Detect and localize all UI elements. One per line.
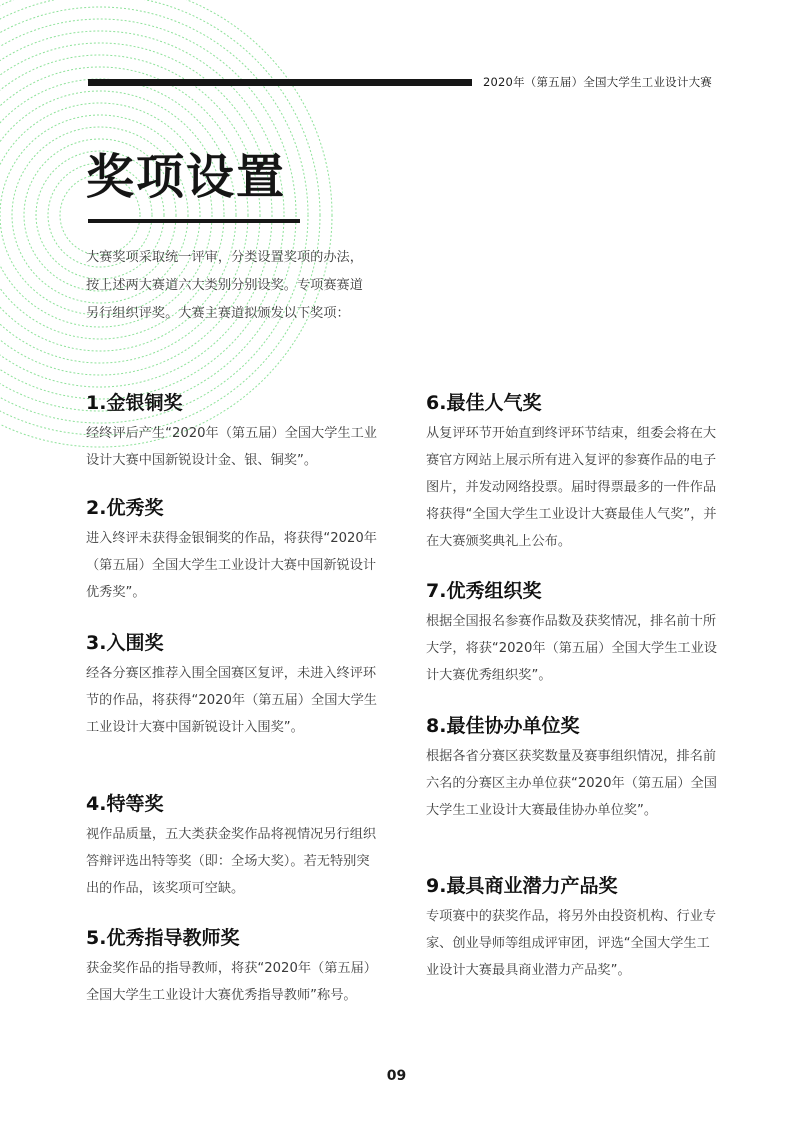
award-text: 视作品质量，五大类获金奖作品将视情况另行组织答辩评选出特等奖（即：全场大奖）。若无特别突出的作品，该奖项可空缺。	[86, 827, 377, 896]
award-text: 从复评环节开始直到终评环节结束，组委会将在大赛官方网站上展示所有进入复评的参赛作品的电子图片，并发动网络投票。届时得票最多的一件作品将获得“全国大学生工业设计大赛最佳人气奖”，并在大赛颁奖典礼上公布。	[426, 426, 717, 549]
title-underline	[88, 219, 300, 223]
award-text: 进入终评未获得金银铜奖的作品，将获得“2020年（第五届）全国大学生工业设计大赛中国新锐设计优秀奖”。	[86, 531, 377, 600]
award-text: 根据全国报名参赛作品数及获奖情况，排名前十所大学，将获“2020年（第五届）全国大学生工业设计大赛优秀组织奖”。	[426, 614, 717, 683]
header-title: 2020年（第五届）全国大学生工业设计大赛	[483, 75, 712, 89]
award-title: 5.优秀指导教师奖	[86, 927, 240, 949]
award-commercial-potential	[426, 873, 718, 984]
award-title: 3.入围奖	[86, 632, 164, 654]
award-grand-prize	[86, 791, 378, 902]
award-text: 经各分赛区推荐入围全国赛区复评，未进入终评环节的作品，将获得“2020年（第五届）全国大学生工业设计大赛中国新锐设计入围奖”。	[86, 666, 377, 735]
award-title: 6.最佳人气奖	[426, 392, 542, 414]
award-title: 1.金银铜奖	[86, 392, 183, 414]
page-number: 09	[386, 1068, 407, 1084]
award-text: 经终评后产生“2020年（第五届）全国大学生工业设计大赛中国新锐设计金、银、铜奖”。	[86, 426, 377, 468]
award-title: 4.特等奖	[86, 793, 164, 815]
award-title: 7.优秀组织奖	[426, 580, 542, 602]
header-bar	[88, 79, 472, 86]
award-organization	[426, 578, 718, 689]
award-excellence	[86, 495, 378, 606]
award-gold-silver-bronze	[86, 390, 378, 474]
award-most-popular	[426, 390, 718, 555]
award-title: 2.优秀奖	[86, 497, 164, 519]
award-finalist	[86, 630, 378, 741]
award-outstanding-instructor	[86, 925, 378, 1009]
page-title: 奖项设置	[86, 149, 287, 205]
award-text: 专项赛中的获奖作品，将另外由投资机构、行业专家、创业导师等组成评审团，评选“全国大学生工业设计大赛最具商业潜力产品奖”。	[426, 909, 717, 978]
award-title: 8.最佳协办单位奖	[426, 715, 580, 737]
award-text: 获金奖作品的指导教师，将获“2020年（第五届）全国大学生工业设计大赛优秀指导教师”称号。	[86, 961, 377, 1003]
award-title: 9.最具商业潜力产品奖	[426, 875, 618, 897]
award-best-co-organizer	[426, 713, 718, 824]
award-text: 根据各省分赛区获奖数量及赛事组织情况，排名前六名的分赛区主办单位获“2020年（第五届）全国大学生工业设计大赛最佳协办单位奖”。	[426, 749, 717, 818]
intro-paragraph: 大赛奖项采取统一评审，分类设置奖项的办法，按上述两大赛道六大类别分别设奖。专项赛赛道另行组织评奖。大赛主赛道拟颁发以下奖项：	[86, 250, 363, 321]
